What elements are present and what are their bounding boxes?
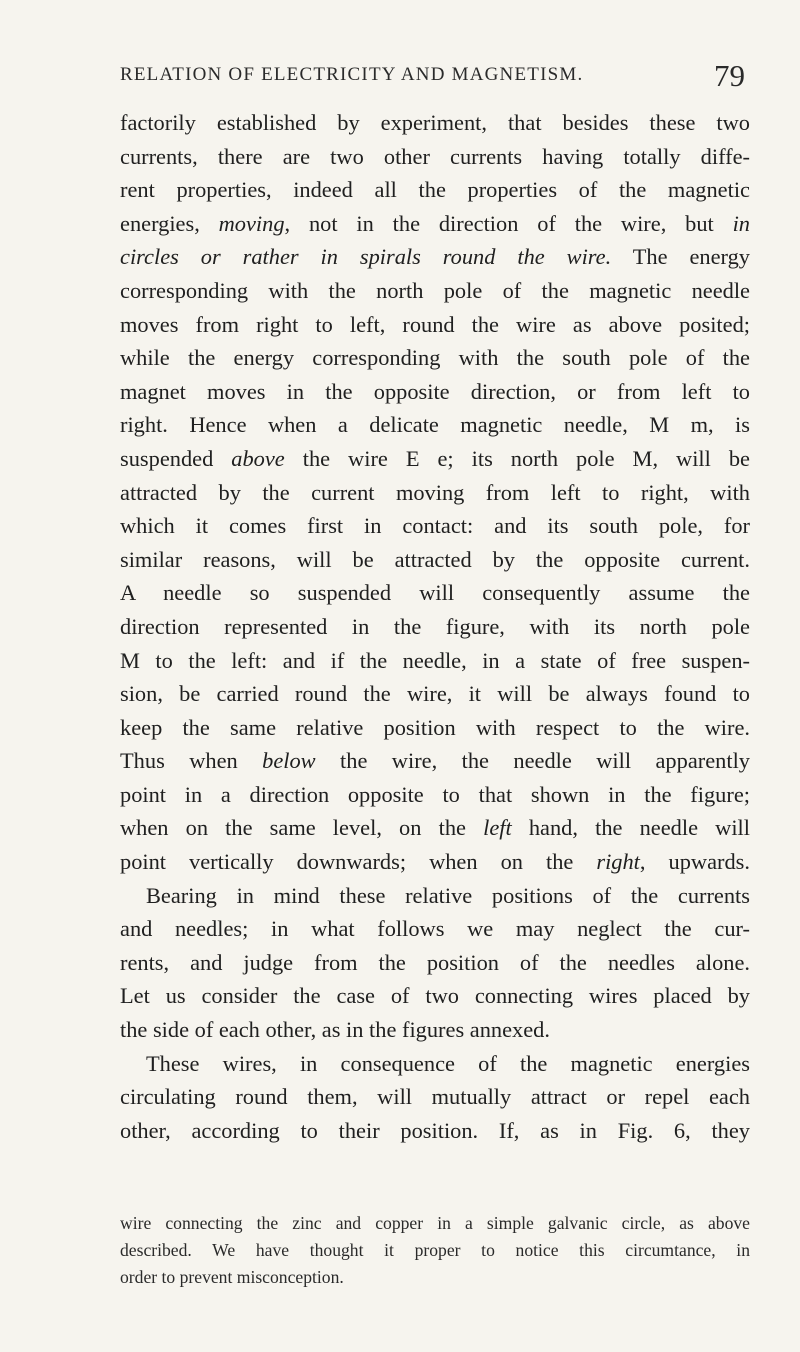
italic-below: below <box>262 748 316 774</box>
page-number: 79 <box>714 58 745 93</box>
text-line: the side of each other, as in the figures annexed. <box>120 1017 550 1043</box>
text-line: similar reasons, will be attracted by the opposite current. <box>120 546 750 572</box>
text-line: and needles; in what follows we may neglect the cur- <box>120 916 750 942</box>
text-line: other, according to their position. If, as in Fig. 6, they <box>120 1117 750 1143</box>
italic-above: above <box>231 445 285 471</box>
text-line: sion, be carried round the wire, it will be always found to <box>120 681 750 707</box>
text-line: keep the same relative position with respect to the wire. <box>120 714 750 740</box>
text-line: suspended above the wire E e; its north pole M, will be <box>120 445 750 471</box>
italic-circles: circles or rather in spirals round the wire. <box>120 244 612 270</box>
text-line: point vertically downwards; when on the right, upwards. <box>120 849 750 875</box>
footnote-line: order to prevent misconception. <box>120 1267 344 1287</box>
footnote <box>120 1210 750 1291</box>
italic-moving: moving <box>218 210 285 236</box>
italic-in: in <box>732 210 750 236</box>
text-line: Let us consider the case of two connecting wires placed by <box>120 983 750 1009</box>
text-line: M to the left: and if the needle, in a state of free suspen- <box>120 647 750 673</box>
text-line: when on the same level, on the left hand, the needle will <box>120 815 750 841</box>
text-line: circles or rather in spirals round the wire. The energy <box>120 244 750 270</box>
footnote-line: wire connecting the zinc and copper in a simple galvanic circle, as above <box>120 1213 750 1233</box>
text-line: Thus when below the wire, the needle will apparently <box>120 748 750 774</box>
text-line: corresponding with the north pole of the magnetic needle <box>120 277 750 303</box>
text-line: direction represented in the figure, with its north pole <box>120 613 750 639</box>
text-line: energies, moving, not in the direction of the wire, but in <box>120 210 750 236</box>
text-line: which it comes first in contact: and its south pole, for <box>120 513 750 539</box>
text-line: rents, and judge from the position of the needles alone. <box>120 949 750 975</box>
text-line: Bearing in mind these relative positions of the currents <box>146 882 750 908</box>
text-line: A needle so suspended will consequently assume the <box>120 580 750 606</box>
text-line: These wires, in consequence of the magnetic energies <box>146 1050 750 1076</box>
text-line: moves from right to left, round the wire as above posited; <box>120 311 750 337</box>
running-head <box>120 60 745 94</box>
text-line: magnet moves in the opposite direction, or from left to <box>120 378 750 404</box>
text-line: attracted by the current moving from left to right, with <box>120 479 750 505</box>
text-line: currents, there are two other currents having totally diffe- <box>120 143 750 169</box>
text-line: rent properties, indeed all the properties of the magnetic <box>120 177 750 203</box>
text-line: point in a direction opposite to that shown in the figure; <box>120 781 750 807</box>
footnote-line: described. We have thought it proper to notice this circumtance, in <box>120 1240 750 1260</box>
text-line: right. Hence when a delicate magnetic needle, M m, is <box>120 412 750 438</box>
text-line: factorily established by experiment, that besides these two <box>120 110 750 135</box>
italic-left: left <box>483 815 512 841</box>
text-line: circulating round them, will mutually attract or repel each <box>120 1084 750 1110</box>
text-line: while the energy corresponding with the south pole of the <box>120 345 750 371</box>
running-title: RELATION OF ELECTRICITY AND MAGNETISM. <box>120 64 584 85</box>
body-text <box>120 106 750 1147</box>
italic-right: right <box>596 849 640 875</box>
